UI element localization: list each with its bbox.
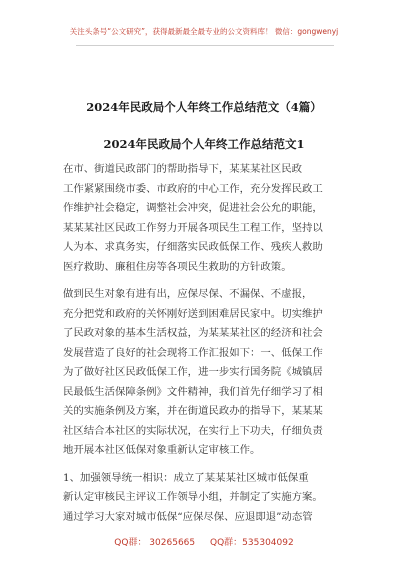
paragraph-3: [63, 469, 351, 528]
text-line: 新认定审核民主评议工作领导小组，并制定了实施方案。: [63, 491, 323, 503]
text-line: 社区结合本社区的实际状况，在实行上下功夫，仔细负责: [63, 424, 323, 437]
document-title: 2024年民政局个人年终工作总结范文（4篇）: [86, 100, 322, 114]
text-line: 充分把党和政府的关怀刚好送到困难居民家中。切实维护: [63, 307, 323, 320]
footer-qq-group-1: QQ群： 30265665: [114, 538, 196, 548]
paragraph-gap: [63, 461, 351, 469]
text-line: 了民政对象的基本生活权益，为某某某社区的经济和社会: [63, 327, 323, 339]
paragraph-1: [63, 160, 351, 277]
header-promo-note: 关注头条号“公文研究”，获得最新最全最专业的公文资料库！ 微信：gongwenyj: [69, 27, 339, 36]
text-line: 为了做好社区民政低保工作，进一步实行国务院《城镇居: [63, 366, 323, 378]
section-title: 2024年民政局个人年终工作总结范文1: [103, 137, 305, 151]
text-line: 人为本、求真务实，仔细落实民政低保工作、残疾人救助: [63, 241, 323, 253]
text-line: 发展营造了良好的社会现将工作汇报如下：一、低保工作: [63, 346, 323, 359]
text-line: 工作紧紧围绕市委、市政府的中心工作，充分发挥民政工: [63, 182, 323, 195]
text-line: 1、加强领导统一相识：成立了某某某社区城市低保重: [63, 471, 309, 484]
text-line: 作维护社会稳定，调整社会冲突，促进社会公允的职能，: [63, 202, 323, 214]
footer-qq-group-2: QQ群：535304092: [210, 538, 294, 548]
paragraph-2: [63, 285, 351, 461]
text-line: 关的实施条例及方案，并在街道民政办的指导下，某某某: [63, 405, 323, 417]
text-line: 通过学习大家对城市低保“应保尽保、应退即退”动态管: [63, 510, 313, 523]
text-line: 地开展本社区低保对象重新认定审核工作。: [63, 444, 261, 456]
text-line: 民最低生活保障条例》文件精神，我们首先仔细学习了相: [63, 385, 323, 398]
paragraph-gap: [63, 277, 351, 285]
text-line: 在市、街道民政部门的帮助指导下，某某某社区民政: [63, 163, 302, 175]
text-line: 某某某社区民政工作努力开展各项民生工程工作，坚持以: [63, 221, 323, 234]
header-divider: [76, 45, 334, 46]
document-body: [63, 160, 351, 527]
text-line: 做到民生对象有进有出，应保尽保、不漏保、不虚报，: [63, 288, 313, 300]
text-line: 医疗救助、廉租住房等各项民生救助的方针政策。: [63, 260, 292, 273]
footer-contact: [0, 535, 408, 548]
